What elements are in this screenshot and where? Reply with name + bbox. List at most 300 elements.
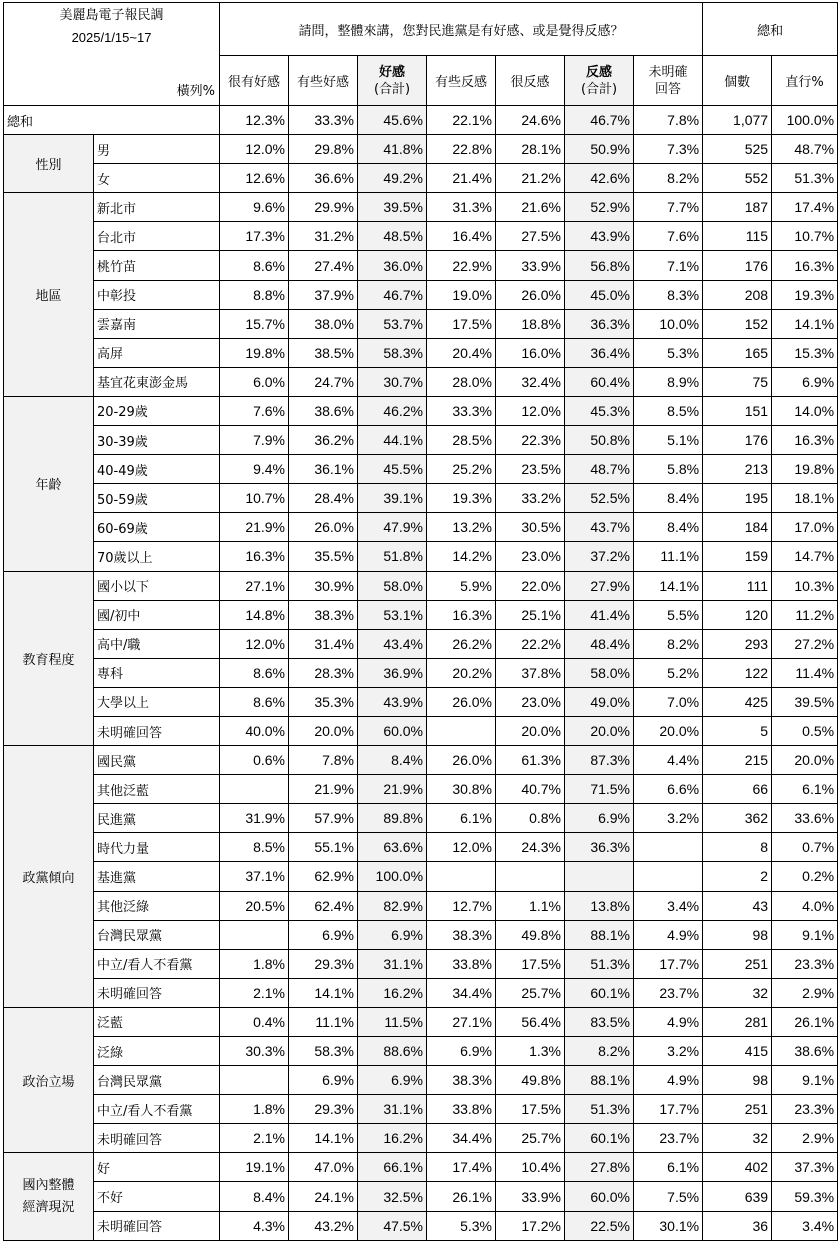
title-line1: 美麗島電子報民調 [59, 8, 164, 23]
row-label: 50-59歲 [94, 484, 220, 513]
cell: 7.3% [634, 135, 703, 164]
cell: 56.8% [565, 251, 634, 280]
table-row [4, 862, 838, 891]
table-row [4, 222, 838, 251]
table-row [4, 775, 838, 804]
cell: 30.7% [358, 367, 427, 396]
table-row [4, 978, 838, 1007]
cell: 14.8% [220, 600, 289, 629]
cell: 20.5% [220, 891, 289, 920]
cell: 8.4% [634, 513, 703, 542]
group-label [4, 1153, 94, 1240]
cell: 9.1% [772, 1066, 838, 1095]
cell: 7.0% [634, 687, 703, 716]
cell: 195 [703, 484, 772, 513]
cell: 51.8% [358, 542, 427, 571]
table-title [4, 3, 220, 106]
row-label: 高中/職 [94, 629, 220, 658]
cell: 27.8% [565, 1153, 634, 1182]
cell [634, 833, 703, 862]
cell: 27.9% [565, 571, 634, 600]
col-unfav-total [565, 56, 634, 106]
cell: 4.0% [772, 891, 838, 920]
cell: 120 [703, 600, 772, 629]
cell: 26.0% [427, 746, 496, 775]
col-very-fav: 很有好感 [220, 56, 289, 106]
cell: 46.2% [358, 396, 427, 425]
row-label: 桃竹苗 [94, 251, 220, 280]
row-label: 泛綠 [94, 1037, 220, 1066]
cell: 32 [703, 1124, 772, 1153]
cell: 20.0% [565, 716, 634, 745]
col-fav-total-line2: (合計) [373, 81, 411, 97]
cell: 10.7% [220, 484, 289, 513]
cell: 31.4% [289, 629, 358, 658]
cell: 75 [703, 367, 772, 396]
cell: 21.9% [358, 775, 427, 804]
cell: 16.3% [772, 251, 838, 280]
cell: 39.5% [358, 193, 427, 222]
row-label: 國民黨 [94, 746, 220, 775]
row-label: 時代力量 [94, 833, 220, 862]
cell: 28.3% [289, 658, 358, 687]
table-row [4, 1037, 838, 1066]
cell: 26.1% [427, 1182, 496, 1211]
cell: 37.8% [496, 658, 565, 687]
cell: 66 [703, 775, 772, 804]
cell: 60.4% [565, 367, 634, 396]
cell: 5.5% [634, 600, 703, 629]
cell: 22.3% [496, 426, 565, 455]
cell: 30.3% [220, 1037, 289, 1066]
group-label: 年齡 [4, 396, 94, 571]
cell: 16.3% [220, 542, 289, 571]
col-fav-total-line1: 好感 [379, 64, 406, 80]
row-label: 雲嘉南 [94, 309, 220, 338]
cell: 60.0% [358, 716, 427, 745]
table-row [4, 309, 838, 338]
group-label-line: 國內整體 [22, 1177, 75, 1193]
row-label: 基宜花東澎金馬 [94, 367, 220, 396]
cell: 10.0% [634, 309, 703, 338]
row-label: 女 [94, 164, 220, 193]
cell: 31.1% [358, 1095, 427, 1124]
cell: 111 [703, 571, 772, 600]
cell: 48.4% [565, 629, 634, 658]
cell: 83.5% [565, 1007, 634, 1036]
row-label: 不好 [94, 1182, 220, 1211]
cell: 45.5% [358, 455, 427, 484]
cell: 8.6% [220, 687, 289, 716]
row-label: 其他泛綠 [94, 891, 220, 920]
cell: 52.5% [565, 484, 634, 513]
cell: 18.8% [496, 309, 565, 338]
cell: 30.5% [496, 513, 565, 542]
cell: 33.3% [289, 106, 358, 135]
cell: 122 [703, 658, 772, 687]
row-label: 中立/看人不看黨 [94, 1095, 220, 1124]
table-row [4, 1211, 838, 1240]
cell: 187 [703, 193, 772, 222]
cell: 17.4% [772, 193, 838, 222]
cell: 39.1% [358, 484, 427, 513]
cell: 6.0% [220, 367, 289, 396]
cell: 11.4% [772, 658, 838, 687]
cell: 208 [703, 280, 772, 309]
cell: 6.9% [358, 1066, 427, 1095]
cell: 21.6% [496, 193, 565, 222]
cell: 37.1% [220, 862, 289, 891]
cell: 45.0% [565, 280, 634, 309]
row-label: 40-49歲 [94, 455, 220, 484]
cell: 14.1% [289, 978, 358, 1007]
row-label: 高屏 [94, 338, 220, 367]
cell: 14.1% [289, 1124, 358, 1153]
overall-row [4, 106, 838, 135]
cell: 12.0% [496, 396, 565, 425]
cell: 8.2% [634, 164, 703, 193]
cell [220, 775, 289, 804]
cell: 7.9% [220, 426, 289, 455]
cell: 42.6% [565, 164, 634, 193]
cell: 88.1% [565, 920, 634, 949]
cell: 16.2% [358, 978, 427, 1007]
cell: 4.9% [634, 1007, 703, 1036]
cell: 60.1% [565, 1124, 634, 1153]
cell: 213 [703, 455, 772, 484]
cell: 13.2% [427, 513, 496, 542]
cell: 47.9% [358, 513, 427, 542]
cell: 51.3% [772, 164, 838, 193]
row-label: 新北市 [94, 193, 220, 222]
cell: 8.6% [220, 658, 289, 687]
cell: 22.1% [427, 106, 496, 135]
row-label: 台灣民眾黨 [94, 920, 220, 949]
cell: 37.2% [565, 542, 634, 571]
row-label: 未明確回答 [94, 1124, 220, 1153]
group-label: 政黨傾向 [4, 746, 94, 1008]
overall-label: 總和 [4, 106, 220, 135]
cell: 12.6% [220, 164, 289, 193]
cell: 47.0% [289, 1153, 358, 1182]
cell: 98 [703, 1066, 772, 1095]
cell: 26.0% [496, 280, 565, 309]
cell: 639 [703, 1182, 772, 1211]
row-label: 民進黨 [94, 804, 220, 833]
cell: 20.4% [427, 338, 496, 367]
cell: 12.0% [427, 833, 496, 862]
cell: 35.3% [289, 687, 358, 716]
cell: 34.4% [427, 978, 496, 1007]
cell: 88.1% [565, 1066, 634, 1095]
cell: 47.5% [358, 1211, 427, 1240]
cell [220, 920, 289, 949]
cell: 23.5% [496, 455, 565, 484]
cell: 19.8% [772, 455, 838, 484]
cell: 8 [703, 833, 772, 862]
cell: 17.3% [220, 222, 289, 251]
row-label: 未明確回答 [94, 978, 220, 1007]
cell: 16.0% [496, 338, 565, 367]
cell: 3.2% [634, 804, 703, 833]
cell: 176 [703, 426, 772, 455]
cell: 1.1% [496, 891, 565, 920]
cell: 36.9% [358, 658, 427, 687]
table-row [4, 1095, 838, 1124]
cell: 38.5% [289, 338, 358, 367]
col-some-fav: 有些好感 [289, 56, 358, 106]
cell: 24.3% [496, 833, 565, 862]
cell: 19.3% [772, 280, 838, 309]
cell: 24.1% [289, 1182, 358, 1211]
cell: 9.6% [220, 193, 289, 222]
table-row [4, 600, 838, 629]
cell: 19.8% [220, 338, 289, 367]
cell: 36 [703, 1211, 772, 1240]
cell: 15.3% [772, 338, 838, 367]
table-row [4, 193, 838, 222]
cell: 11.1% [289, 1007, 358, 1036]
cell: 6.9% [427, 1037, 496, 1066]
cell: 58.0% [565, 658, 634, 687]
cell: 35.5% [289, 542, 358, 571]
cell: 27.1% [427, 1007, 496, 1036]
table-row [4, 367, 838, 396]
cell: 6.1% [427, 804, 496, 833]
cell: 36.3% [565, 833, 634, 862]
row-label: 好 [94, 1153, 220, 1182]
cell: 184 [703, 513, 772, 542]
cell: 12.7% [427, 891, 496, 920]
cell: 6.9% [289, 920, 358, 949]
cell: 415 [703, 1037, 772, 1066]
cell: 33.2% [496, 484, 565, 513]
cell: 4.3% [220, 1211, 289, 1240]
cell: 100.0% [358, 862, 427, 891]
cell: 58.3% [358, 338, 427, 367]
row-label: 其他泛藍 [94, 775, 220, 804]
cell: 61.3% [496, 746, 565, 775]
cell: 11.5% [358, 1007, 427, 1036]
cell: 22.2% [496, 629, 565, 658]
cell: 36.0% [358, 251, 427, 280]
cell: 4.9% [634, 1066, 703, 1095]
cell: 8.4% [358, 746, 427, 775]
cell: 30.8% [427, 775, 496, 804]
cell: 29.8% [289, 135, 358, 164]
cell: 37.9% [289, 280, 358, 309]
cell: 5.3% [634, 338, 703, 367]
cell: 7.7% [634, 193, 703, 222]
cell: 5.9% [427, 571, 496, 600]
cell: 6.9% [772, 367, 838, 396]
row-label: 台北市 [94, 222, 220, 251]
cell: 50.8% [565, 426, 634, 455]
cell: 32.5% [358, 1182, 427, 1211]
cell: 17.2% [496, 1211, 565, 1240]
cell: 22.9% [427, 251, 496, 280]
cell: 151 [703, 396, 772, 425]
cell: 33.9% [496, 1182, 565, 1211]
table-row [4, 1066, 838, 1095]
cell: 98 [703, 920, 772, 949]
cell: 31.9% [220, 804, 289, 833]
cell: 0.2% [772, 862, 838, 891]
cell: 38.0% [289, 309, 358, 338]
cell: 1,077 [703, 106, 772, 135]
cell: 87.3% [565, 746, 634, 775]
cell: 14.1% [634, 571, 703, 600]
cell: 19.1% [220, 1153, 289, 1182]
col-some-unfav: 有些反感 [427, 56, 496, 106]
table-row [4, 280, 838, 309]
cell: 29.9% [289, 193, 358, 222]
cell: 159 [703, 542, 772, 571]
table-row [4, 746, 838, 775]
table-row [4, 687, 838, 716]
cell: 13.8% [565, 891, 634, 920]
cell: 2.9% [772, 1124, 838, 1153]
cell: 1.8% [220, 949, 289, 978]
cell: 46.7% [358, 280, 427, 309]
cell: 55.1% [289, 833, 358, 862]
cell: 0.8% [496, 804, 565, 833]
group-label: 政治立場 [4, 1007, 94, 1152]
cell: 5.8% [634, 455, 703, 484]
cell: 10.7% [772, 222, 838, 251]
table-row [4, 338, 838, 367]
cell: 22.0% [496, 571, 565, 600]
cell: 11.2% [772, 600, 838, 629]
cell: 59.3% [772, 1182, 838, 1211]
table-row [4, 920, 838, 949]
cell: 43.4% [358, 629, 427, 658]
cell: 62.4% [289, 891, 358, 920]
cell: 8.4% [220, 1182, 289, 1211]
table-row [4, 484, 838, 513]
cell: 17.7% [634, 949, 703, 978]
cell: 36.6% [289, 164, 358, 193]
cell: 9.1% [772, 920, 838, 949]
group-label-line: 經濟現況 [22, 1199, 75, 1215]
cell: 25.7% [496, 978, 565, 1007]
cell: 23.3% [772, 1095, 838, 1124]
cell: 11.1% [634, 542, 703, 571]
cell: 33.8% [427, 949, 496, 978]
cell: 4.4% [634, 746, 703, 775]
cell: 63.6% [358, 833, 427, 862]
cell: 33.6% [772, 804, 838, 833]
table-row [4, 1007, 838, 1036]
cell: 251 [703, 1095, 772, 1124]
cell: 43.2% [289, 1211, 358, 1240]
cell: 25.1% [496, 600, 565, 629]
cell [634, 862, 703, 891]
cell: 20.0% [289, 716, 358, 745]
cell [496, 862, 565, 891]
table-row [4, 251, 838, 280]
row-label: 中彰投 [94, 280, 220, 309]
cell: 28.1% [496, 135, 565, 164]
cell: 9.4% [220, 455, 289, 484]
cell: 17.7% [634, 1095, 703, 1124]
cell: 21.4% [427, 164, 496, 193]
cell: 552 [703, 164, 772, 193]
cell: 12.3% [220, 106, 289, 135]
cell: 43.9% [565, 222, 634, 251]
cell: 31.3% [427, 193, 496, 222]
col-unknown-line2: 回答 [655, 81, 682, 97]
cell: 17.4% [427, 1153, 496, 1182]
cell: 43.9% [358, 687, 427, 716]
cell [565, 862, 634, 891]
cell: 14.2% [427, 542, 496, 571]
cell: 45.3% [565, 396, 634, 425]
cell: 88.6% [358, 1037, 427, 1066]
cell: 25.7% [496, 1124, 565, 1153]
cell: 52.9% [565, 193, 634, 222]
cell: 36.3% [565, 309, 634, 338]
cell: 16.4% [427, 222, 496, 251]
cell: 362 [703, 804, 772, 833]
row-label: 基進黨 [94, 862, 220, 891]
cell: 8.2% [634, 629, 703, 658]
cell: 28.5% [427, 426, 496, 455]
cell: 38.6% [289, 396, 358, 425]
cell: 14.7% [772, 542, 838, 571]
cell: 27.4% [289, 251, 358, 280]
group-label: 教育程度 [4, 571, 94, 746]
cell: 33.3% [427, 396, 496, 425]
cell: 20.0% [496, 716, 565, 745]
cell: 38.3% [427, 1066, 496, 1095]
cell: 38.6% [772, 1037, 838, 1066]
cell: 40.0% [220, 716, 289, 745]
row-label: 泛藍 [94, 1007, 220, 1036]
cell: 5 [703, 716, 772, 745]
cell: 46.7% [565, 106, 634, 135]
cell: 51.3% [565, 1095, 634, 1124]
cell: 7.6% [634, 222, 703, 251]
col-unknown [634, 56, 703, 106]
table-row [4, 1153, 838, 1182]
cell: 25.2% [427, 455, 496, 484]
cell [220, 1066, 289, 1095]
cell: 32 [703, 978, 772, 1007]
cell: 8.5% [634, 396, 703, 425]
title-line2: 2025/1/15~17 [71, 30, 152, 45]
cell: 23.7% [634, 978, 703, 1007]
cell: 26.0% [289, 513, 358, 542]
cell: 27.1% [220, 571, 289, 600]
cell [427, 716, 496, 745]
cell: 3.4% [634, 891, 703, 920]
row-label: 男 [94, 135, 220, 164]
cell: 14.1% [772, 309, 838, 338]
table-row [4, 716, 838, 745]
cell: 281 [703, 1007, 772, 1036]
col-fav-total [358, 56, 427, 106]
cell: 44.1% [358, 426, 427, 455]
cell: 14.0% [772, 396, 838, 425]
cell: 37.3% [772, 1153, 838, 1182]
cell: 48.7% [565, 455, 634, 484]
cell: 29.3% [289, 949, 358, 978]
table-row [4, 833, 838, 862]
cell: 23.3% [772, 949, 838, 978]
cell: 66.1% [358, 1153, 427, 1182]
cell: 1.8% [220, 1095, 289, 1124]
